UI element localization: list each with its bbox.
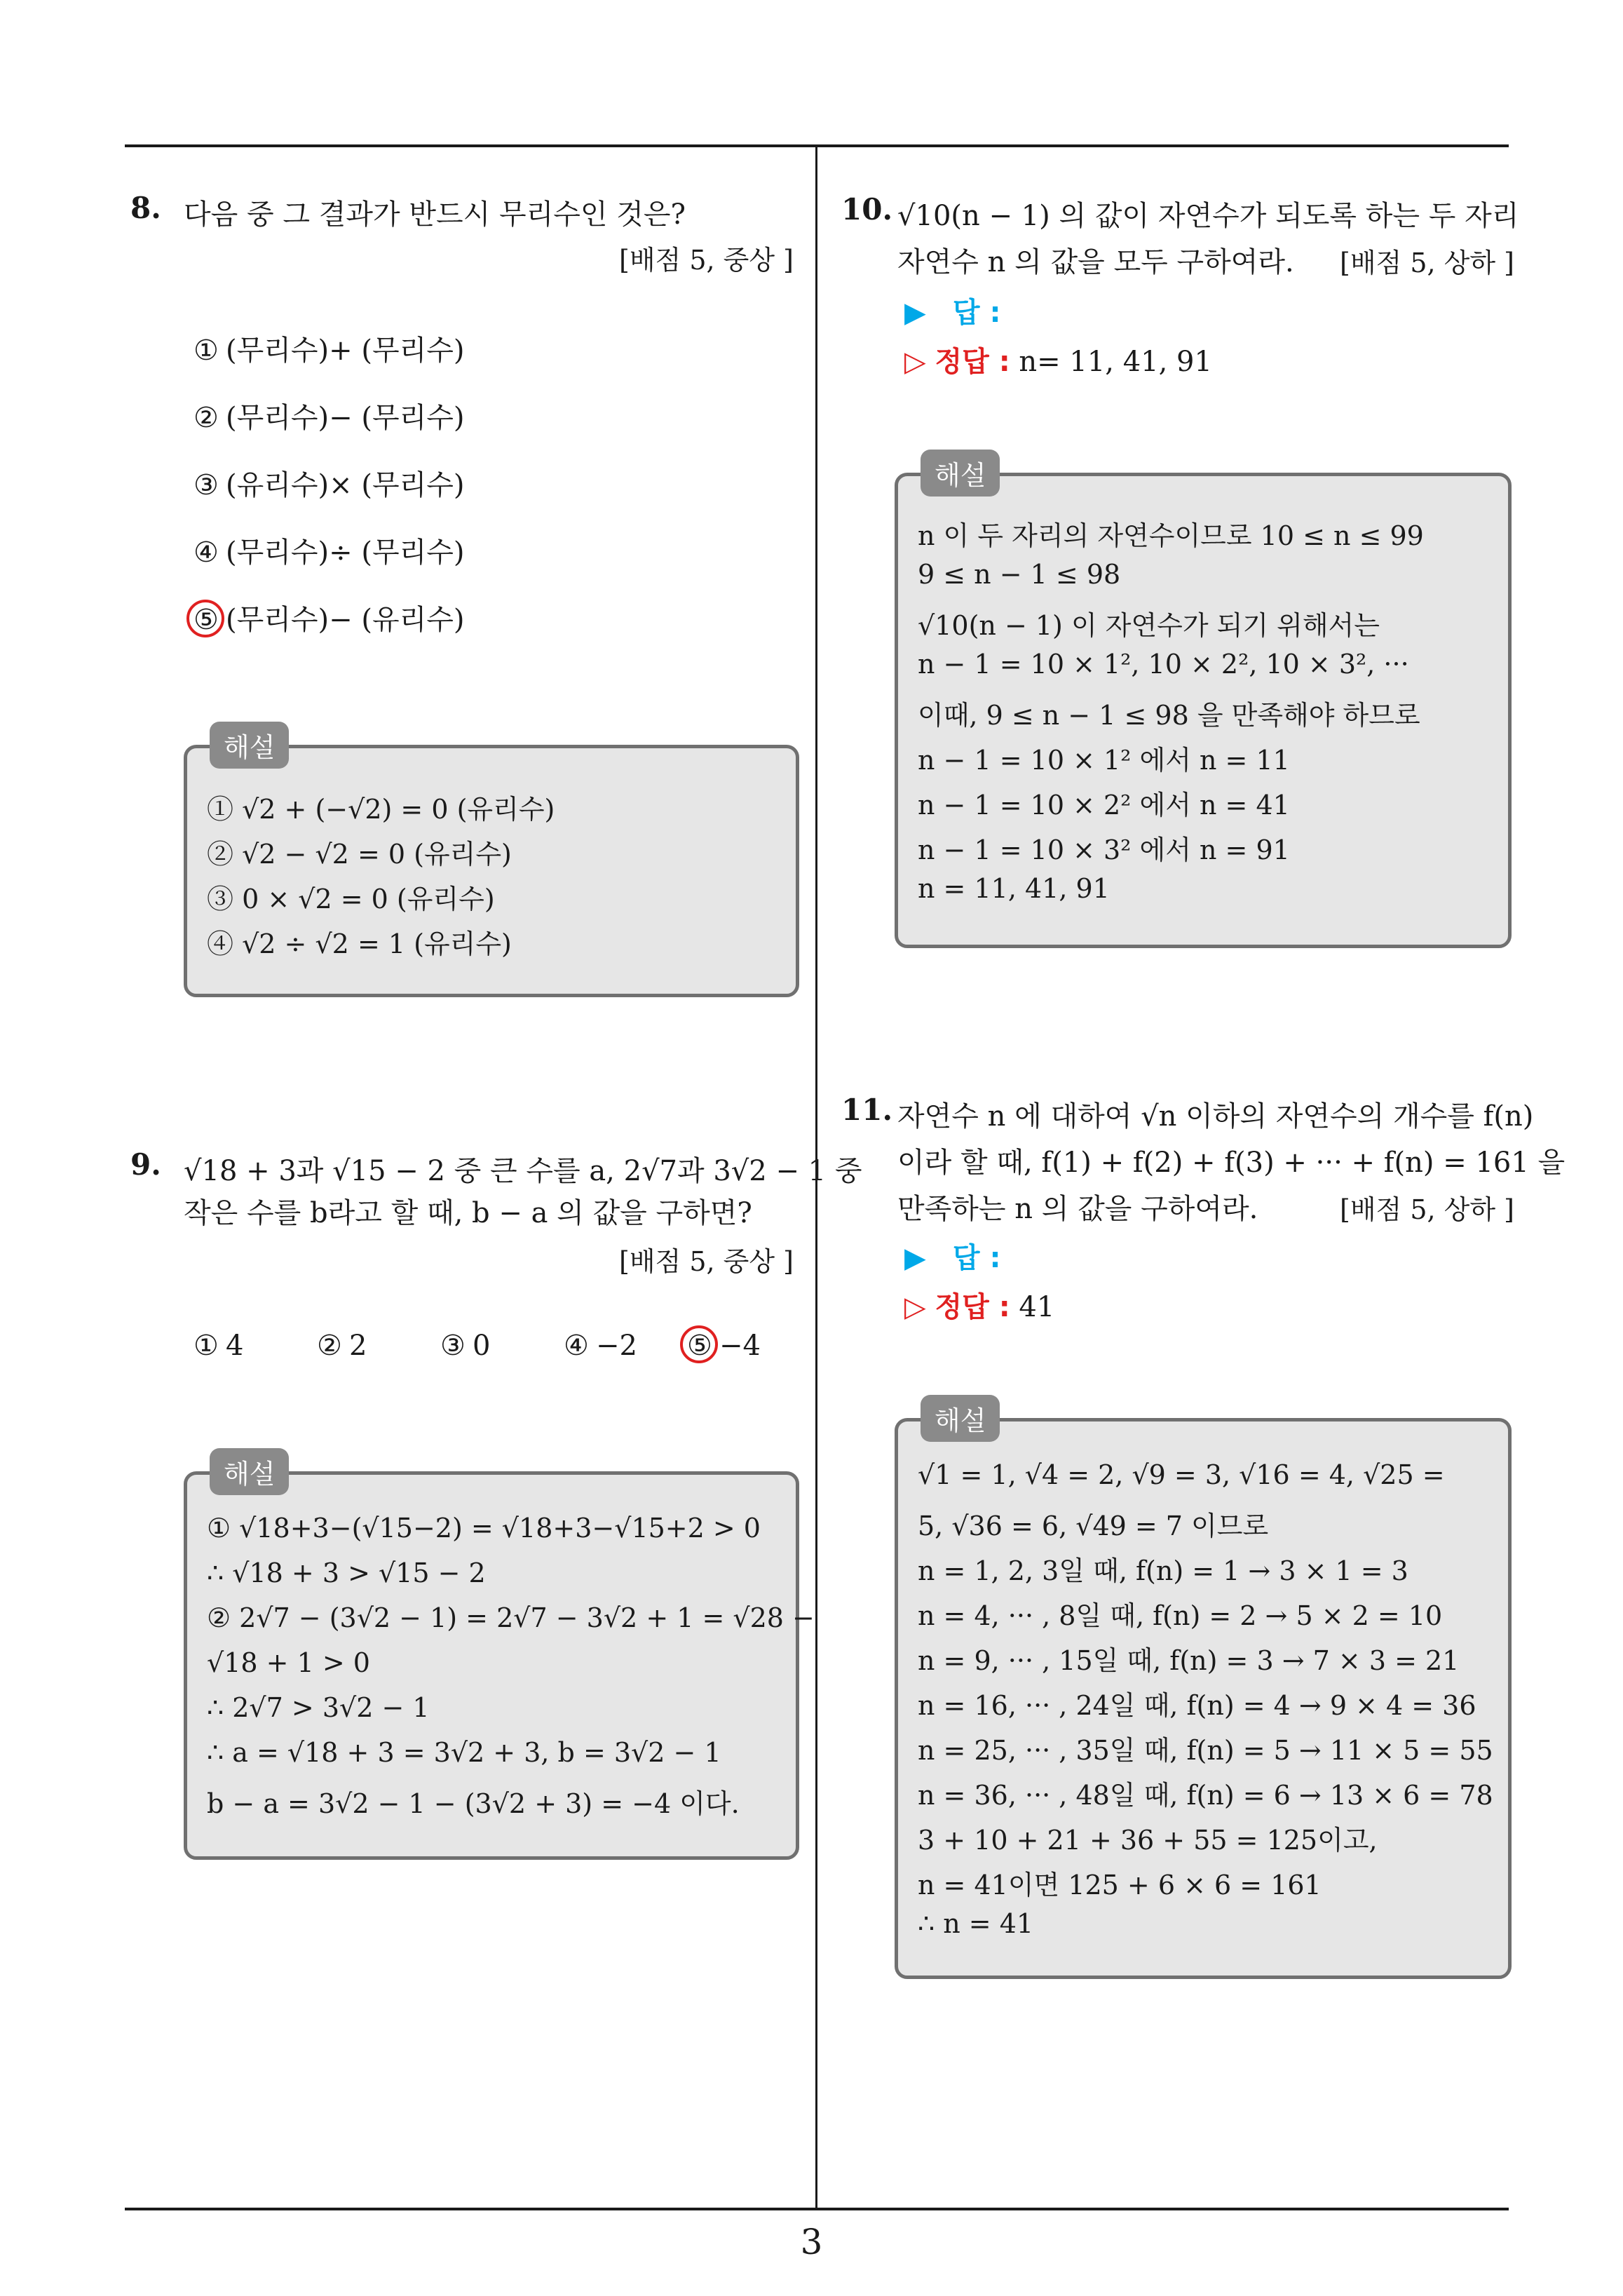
- q8-choice-3-text: (유리수)× (무리수): [226, 469, 465, 501]
- q11-explain-line-6: n = 16, ··· , 24일 때, f(n) = 4 → 9 × 4 = 36: [918, 1690, 1476, 1721]
- q10-explain-line-8: n − 1 = 10 × 3² 에서 n = 91: [918, 835, 1290, 865]
- q8-explain-line-4: ④ √2 ÷ √2 = 1 (유리수): [207, 928, 512, 959]
- q8-choice-5[interactable]: [193, 597, 465, 637]
- q9-explain-line-3: ② 2√7 − (3√2 − 1) = 2√7 − 3√2 + 1 = √28 −: [207, 1602, 815, 1633]
- q9-choice-3-text: 0: [473, 1330, 491, 1362]
- q11-explain-line-1: √1 = 1, √4 = 2, √9 = 3, √16 = 4, √25 =: [918, 1459, 1445, 1490]
- q9-choice-1-text: 4: [226, 1330, 244, 1362]
- q10-number: 10.: [841, 192, 893, 227]
- q11-line-1: 자연수 n 에 대하여 √n 이하의 자연수의 개수를 f(n): [897, 1100, 1534, 1133]
- q8-choice-4-text: (무리수)÷ (무리수): [226, 536, 465, 569]
- q10-line-2: 자연수 n 의 값을 모두 구하여라.: [897, 246, 1294, 278]
- q10-explanation-box: [895, 460, 1512, 948]
- q8-number: 8.: [130, 191, 161, 225]
- q10-line-1: √10(n − 1) 의 값이 자연수가 되도록 하는 두 자리: [897, 200, 1519, 232]
- q10-explain-line-5: 이때, 9 ≤ n − 1 ≤ 98 을 만족해야 하므로: [918, 700, 1420, 731]
- q11-explain-line-2: 5, √36 = 6, √49 = 7 이므로: [918, 1511, 1269, 1541]
- q11-explain-line-5: n = 9, ··· , 15일 때, f(n) = 3 → 7 × 3 = 21: [918, 1645, 1460, 1676]
- q8-choice-2-text: (무리수)− (무리수): [226, 402, 465, 434]
- q8-choice-3-mark: ③: [193, 469, 219, 501]
- q8-choice-1[interactable]: [193, 328, 465, 368]
- q9-explanation-tag: 해설: [210, 1448, 289, 1495]
- q9-explain-line-2: ∴ √18 + 3 > √15 − 2: [207, 1558, 486, 1588]
- q9-choice-4[interactable]: [564, 1330, 637, 1362]
- outline-arrow-icon: ▷: [904, 346, 926, 378]
- q8-choice-1-text: (무리수)+ (무리수): [226, 335, 465, 367]
- q9-explain-line-4: √18 + 1 > 0: [207, 1647, 370, 1678]
- page-number: 3: [800, 2222, 823, 2262]
- q9-explain-line-7: b − a = 3√2 − 1 − (3√2 + 3) = −4 이다.: [207, 1788, 740, 1819]
- q8-text: 다음 중 그 결과가 반드시 무리수인 것은?: [184, 198, 686, 231]
- q11-explanation-tag: 해설: [921, 1395, 1000, 1442]
- q10-answer-row[interactable]: [904, 290, 1000, 330]
- q9-explain-line-1: ① √18+3−(√15−2) = √18+3−√15+2 > 0: [207, 1513, 761, 1544]
- q10-explain-line-7: n − 1 = 10 × 2² 에서 n = 41: [918, 790, 1290, 821]
- q9-choice-1[interactable]: [193, 1330, 243, 1362]
- q11-answer-row[interactable]: [904, 1236, 1000, 1276]
- q9-choice-3-mark: ③: [440, 1330, 466, 1362]
- q8-explain-line-3: ③ 0 × √2 = 0 (유리수): [207, 884, 495, 914]
- q10-correct-row: [904, 339, 1212, 379]
- q11-answer-label: 답 :: [952, 1242, 1001, 1274]
- q9-choice-5-mark-circled: ⑤: [687, 1330, 719, 1362]
- q8-explanation-tag: 해설: [210, 722, 289, 769]
- q8-choice-4-mark: ④: [193, 536, 219, 569]
- q8-choice-1-mark: ①: [193, 335, 219, 367]
- q11-explain-line-8: n = 36, ··· , 48일 때, f(n) = 6 → 13 × 6 = 78: [918, 1780, 1493, 1811]
- q11-explain-line-4: n = 4, ··· , 8일 때, f(n) = 2 → 5 × 2 = 10: [918, 1600, 1443, 1631]
- q10-answer-label: 답 :: [952, 297, 1001, 329]
- q11-explain-line-7: n = 25, ··· , 35일 때, f(n) = 5 → 11 × 5 = 55: [918, 1735, 1493, 1766]
- outline-arrow-icon: ▷: [904, 1291, 926, 1323]
- q10-explain-line-4: n − 1 = 10 × 1², 10 × 2², 10 × 3², ···: [918, 649, 1409, 680]
- q10-explain-line-6: n − 1 = 10 × 1² 에서 n = 11: [918, 745, 1290, 776]
- q9-line-1: √18 + 3과 √15 − 2 중 큰 수를 a, 2√7과 3√2 − 1 중: [184, 1155, 862, 1187]
- q8-explain-line-1: ① √2 + (−√2) = 0 (유리수): [207, 794, 555, 825]
- q10-meta: [배점 5, 상하 ]: [1340, 248, 1514, 278]
- q9-explanation-box: [184, 1459, 815, 1860]
- q9-line-2: 작은 수를 b라고 할 때, b − a 의 값을 구하면?: [184, 1197, 752, 1229]
- q11-explain-line-10: n = 41이면 125 + 6 × 6 = 161: [918, 1870, 1322, 1900]
- q11-explain-line-3: n = 1, 2, 3일 때, f(n) = 1 → 3 × 1 = 3: [918, 1555, 1408, 1586]
- play-arrow-icon: ▶: [904, 297, 926, 329]
- q8-choice-3[interactable]: [193, 463, 465, 503]
- q11-number: 11.: [841, 1093, 893, 1127]
- q11-line-3: 만족하는 n 의 값을 구하여라.: [897, 1193, 1258, 1225]
- q8-choice-4[interactable]: [193, 530, 465, 570]
- q9-meta: [배점 5, 중상 ]: [619, 1246, 794, 1277]
- q9-choice-2-text: 2: [349, 1330, 367, 1362]
- q9-explain-line-6: ∴ a = √18 + 3 = 3√2 + 3, b = 3√2 − 1: [207, 1737, 721, 1768]
- q10-correct-value: n= 11, 41, 91: [1019, 346, 1212, 378]
- q9-explain-line-5: ∴ 2√7 > 3√2 − 1: [207, 1692, 430, 1723]
- q9-choice-5-text: −4: [719, 1330, 761, 1362]
- q10-explain-line-9: n = 11, 41, 91: [918, 873, 1110, 904]
- q10-explain-line-2: 9 ≤ n − 1 ≤ 98: [918, 559, 1121, 590]
- q9-number: 9.: [130, 1147, 161, 1182]
- q10-explain-line-1: n 이 두 자리의 자연수이므로 10 ≤ n ≤ 99: [918, 520, 1424, 551]
- q8-explain-line-2: ② √2 − √2 = 0 (유리수): [207, 839, 512, 870]
- q8-choice-5-text: (무리수)− (유리수): [226, 604, 465, 636]
- q11-explanation-box: [895, 1405, 1512, 1979]
- q11-explain-line-11: ∴ n = 41: [918, 1908, 1034, 1939]
- q10-explain-line-3: √10(n − 1) 이 자연수가 되기 위해서는: [918, 610, 1380, 641]
- q9-choice-5[interactable]: [687, 1330, 761, 1362]
- q8-meta: [배점 5, 중상 ]: [619, 245, 794, 276]
- q11-correct-row: [904, 1285, 1054, 1325]
- q11-meta: [배점 5, 상하 ]: [1340, 1194, 1514, 1225]
- q9-choice-2[interactable]: [317, 1330, 367, 1362]
- q11-correct-label: 정답 :: [935, 1291, 1010, 1323]
- q9-choice-4-mark: ④: [564, 1330, 589, 1362]
- q8-choice-2[interactable]: [193, 396, 465, 435]
- q8-explanation-box: [184, 732, 799, 997]
- q8-choice-5-mark-circled: ⑤: [193, 604, 226, 636]
- play-arrow-icon: ▶: [904, 1242, 926, 1274]
- q9-choice-3[interactable]: [440, 1330, 490, 1362]
- bottom-rule: [125, 2208, 1509, 2210]
- q9-choice-2-mark: ②: [317, 1330, 342, 1362]
- q8-choice-2-mark: ②: [193, 402, 219, 434]
- q11-correct-value: 41: [1019, 1291, 1055, 1323]
- q11-explain-line-9: 3 + 10 + 21 + 36 + 55 = 125이고,: [918, 1825, 1378, 1856]
- q9-choice-4-text: −2: [596, 1330, 637, 1362]
- q11-line-2: 이라 할 때, f(1) + f(2) + f(3) + ··· + f(n) = 161 을: [897, 1147, 1566, 1179]
- q9-choice-1-mark: ①: [193, 1330, 219, 1362]
- q10-correct-label: 정답 :: [935, 346, 1010, 378]
- q10-explanation-tag: 해설: [921, 450, 1000, 497]
